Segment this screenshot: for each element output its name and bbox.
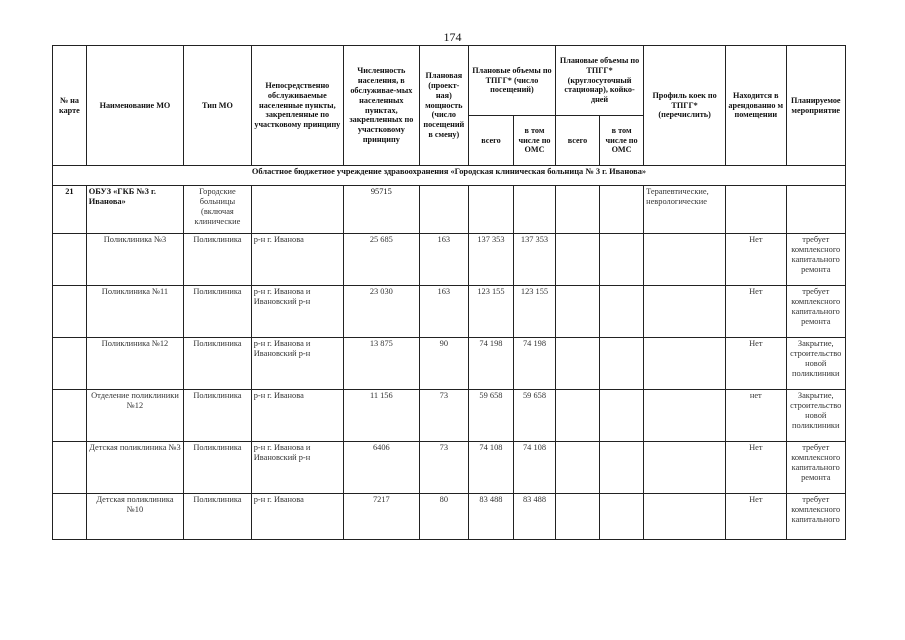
cell-name: Поликлиника №11 (86, 286, 183, 338)
cell-visits-oms: 83 488 (513, 494, 555, 540)
cell-rented: Нет (726, 234, 786, 286)
cell-rented: нет (726, 390, 786, 442)
cell-type: Поликлиника (184, 390, 252, 442)
section-title: Областное бюджетное учреждение здравоохранения «Городская клиническая больница № 3 г. Иванова» (53, 166, 846, 186)
cell-settlements: р-н г. Иванова и Ивановский р-н (251, 286, 343, 338)
cell-visits-oms: 137 353 (513, 234, 555, 286)
cell-name: ОБУЗ «ГКБ №3 г. Иванова» (86, 186, 183, 234)
cell-num (53, 442, 87, 494)
cell-rented: Нет (726, 442, 786, 494)
cell-beds-oms (600, 390, 644, 442)
cell-type: Городские больницы (включая клинические (184, 186, 252, 234)
table-row (53, 442, 846, 494)
cell-profile (644, 494, 726, 540)
cell-visits-total: 123 155 (468, 286, 513, 338)
cell-rented: Нет (726, 338, 786, 390)
cell-population: 13 875 (343, 338, 419, 390)
cell-planned: требует комплексного капитального (786, 494, 846, 540)
cell-capacity: 73 (419, 442, 468, 494)
cell-type: Поликлиника (184, 442, 252, 494)
cell-beds-total (556, 442, 600, 494)
cell-visits-total: 83 488 (468, 494, 513, 540)
cell-visits-total (468, 186, 513, 234)
cell-population: 6406 (343, 442, 419, 494)
cell-name: Поликлиника №3 (86, 234, 183, 286)
cell-num (53, 338, 87, 390)
cell-population: 25 685 (343, 234, 419, 286)
cell-planned (786, 186, 846, 234)
header-beds-oms: в том числе по ОМС (600, 116, 644, 166)
header-beds-total: всего (556, 116, 600, 166)
cell-population: 7217 (343, 494, 419, 540)
cell-planned: Закрытие, строительство новой поликлиники (786, 338, 846, 390)
cell-capacity: 163 (419, 234, 468, 286)
table-row (53, 338, 846, 390)
header-num: № на карте (53, 46, 87, 166)
header-rented: Находится в арендованно м помещении (726, 46, 786, 166)
cell-beds-oms (600, 186, 644, 234)
cell-settlements: р-н г. Иванова и Ивановский р-н (251, 442, 343, 494)
cell-planned: Закрытие, строительство новой поликлиники (786, 390, 846, 442)
cell-planned: требует комплексного капитального ремонта (786, 234, 846, 286)
cell-type: Поликлиника (184, 494, 252, 540)
cell-name: Детская поликлиника №3 (86, 442, 183, 494)
cell-beds-oms (600, 234, 644, 286)
header-visits-oms: в том числе по ОМС (513, 116, 555, 166)
table-row (53, 494, 846, 540)
cell-visits-total: 137 353 (468, 234, 513, 286)
cell-capacity (419, 186, 468, 234)
header-settlements: Непосредственно обслуживаемые населенные пункты, закрепленные по участковому принципу (251, 46, 343, 166)
cell-planned: требует комплексного капитального ремонта (786, 442, 846, 494)
hospital-table (52, 45, 846, 540)
cell-profile (644, 234, 726, 286)
cell-name: Отделение поликлиники №12 (86, 390, 183, 442)
cell-visits-total: 74 198 (468, 338, 513, 390)
header-visits-total: всего (468, 116, 513, 166)
cell-beds-oms (600, 338, 644, 390)
page-number: 174 (443, 30, 462, 44)
header-population: Численность населения, в обслуживае-мых населенных пунктах, закрепленных по участковому принципу (343, 46, 419, 166)
cell-beds-total (556, 338, 600, 390)
cell-beds-oms (600, 286, 644, 338)
cell-population: 11 156 (343, 390, 419, 442)
table-row (53, 286, 846, 338)
cell-beds-oms (600, 442, 644, 494)
cell-visits-oms: 123 155 (513, 286, 555, 338)
cell-settlements: р-н г. Иванова и Ивановский р-н (251, 338, 343, 390)
table-row (53, 390, 846, 442)
header-tpgg-beds: Плановые объемы по ТПГГ* (круглосуточный стационар), койко-дней (556, 46, 644, 116)
cell-rented (726, 186, 786, 234)
cell-beds-total (556, 234, 600, 286)
cell-num (53, 390, 87, 442)
cell-num (53, 234, 87, 286)
cell-type: Поликлиника (184, 234, 252, 286)
cell-name: Поликлиника №12 (86, 338, 183, 390)
cell-beds-total (556, 286, 600, 338)
cell-settlements: р-н г. Иванова (251, 494, 343, 540)
table-row (53, 186, 846, 234)
header-type: Тип МО (184, 46, 252, 166)
cell-capacity: 90 (419, 338, 468, 390)
cell-visits-total: 59 658 (468, 390, 513, 442)
cell-rented: Нет (726, 286, 786, 338)
cell-name: Детская поликлиника №10 (86, 494, 183, 540)
cell-visits-oms (513, 186, 555, 234)
cell-capacity: 163 (419, 286, 468, 338)
cell-settlements (251, 186, 343, 234)
cell-type: Поликлиника (184, 286, 252, 338)
cell-population: 23 030 (343, 286, 419, 338)
cell-capacity: 80 (419, 494, 468, 540)
cell-planned: требует комплексного капитального ремонта (786, 286, 846, 338)
header-capacity: Плановая (проект-ная) мощность (число посещений в смену) (419, 46, 468, 166)
cell-capacity: 73 (419, 390, 468, 442)
cell-num: 21 (53, 186, 87, 234)
cell-visits-oms: 59 658 (513, 390, 555, 442)
cell-beds-total (556, 390, 600, 442)
header-name: Наименование МО (86, 46, 183, 166)
cell-visits-oms: 74 108 (513, 442, 555, 494)
table-row (53, 234, 846, 286)
header-planned: Планируемое мероприятие (786, 46, 846, 166)
cell-settlements: р-н г. Иванова (251, 234, 343, 286)
cell-num (53, 494, 87, 540)
header-profile: Профиль коек по ТПГГ* (перечислить) (644, 46, 726, 166)
cell-visits-oms: 74 198 (513, 338, 555, 390)
cell-num (53, 286, 87, 338)
cell-settlements: р-н г. Иванова (251, 390, 343, 442)
cell-profile (644, 442, 726, 494)
header-tpgg-visits: Плановые объемы по ТПГГ* (число посещений) (468, 46, 555, 116)
cell-profile: Терапевтические, неврологические (644, 186, 726, 234)
cell-visits-total: 74 108 (468, 442, 513, 494)
cell-beds-total (556, 186, 600, 234)
cell-profile (644, 286, 726, 338)
cell-beds-total (556, 494, 600, 540)
cell-profile (644, 338, 726, 390)
cell-population: 95715 (343, 186, 419, 234)
cell-beds-oms (600, 494, 644, 540)
cell-profile (644, 390, 726, 442)
cell-rented: Нет (726, 494, 786, 540)
cell-type: Поликлиника (184, 338, 252, 390)
